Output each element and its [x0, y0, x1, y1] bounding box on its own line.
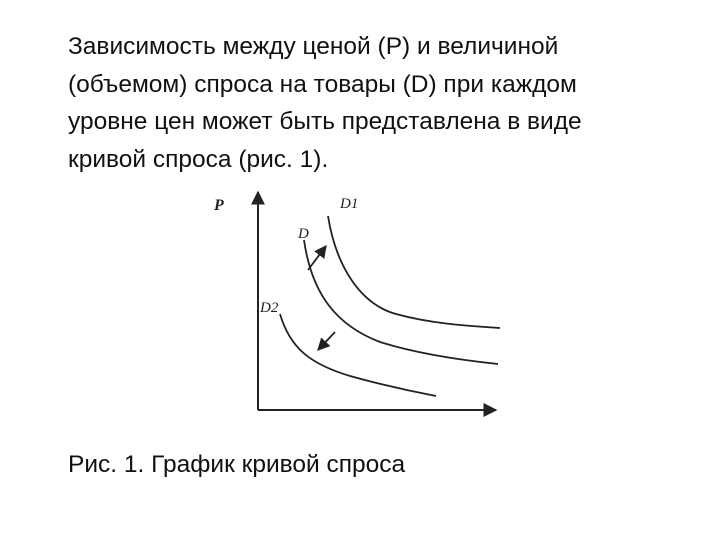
demand-curve-d	[304, 240, 498, 364]
demand-curve-d1	[328, 216, 500, 328]
body-line: кривой спроса (рис. 1).	[68, 145, 329, 173]
body-line: Зависимость между ценой (P) и величиной	[68, 33, 559, 60]
y-axis-label: P	[214, 197, 224, 214]
curve-label-d: D	[298, 226, 309, 242]
curve-label-d1: D1	[340, 196, 359, 212]
body-line: уровне цен может быть представлена в виде	[68, 108, 582, 135]
figure-caption: Рис. 1. График кривой спроса	[68, 451, 406, 478]
body-paragraph	[68, 28, 668, 178]
body-line: (объемом) спроса на товары (D) при каждом	[68, 70, 577, 98]
demand-curve-diagram	[200, 186, 520, 432]
curve-label-d2: D2	[260, 300, 279, 316]
shift-arrow-right	[308, 246, 326, 270]
demand-curve-d2	[280, 314, 436, 396]
shift-arrow-left	[318, 332, 335, 350]
